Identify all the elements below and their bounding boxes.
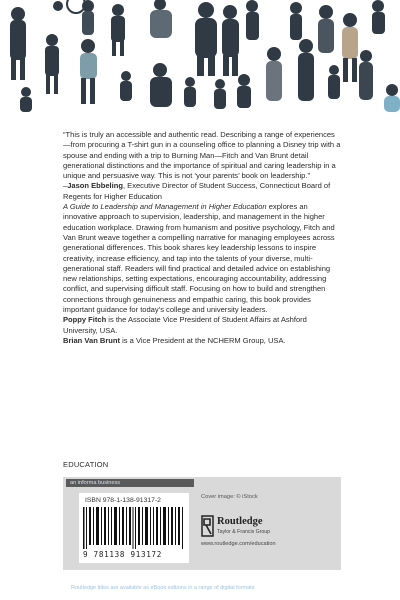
informa-label: an informa business	[66, 479, 194, 487]
endorser-role: , Executive Director of Student Success, Connecticut Board of Regents for Higher Education	[63, 181, 331, 201]
book-description	[63, 202, 341, 315]
cover-illustration	[0, 0, 400, 112]
publisher-panel	[63, 477, 341, 570]
cover-credit: Cover image: © iStock	[201, 494, 258, 500]
endorsement-quote: “This is truly an accessible and authentic read. Describing a range of experiences—from procuring a T-shirt gun in a counseling office to planning a Disney trip with a spouse and ending with a trip to Burning Man—Fitch and Van Brunt detail generational distinctions and the importance of spiritual and caring leadership in a unique and persuasive way. This is not ‘your parents’ book on leadership.”	[63, 130, 341, 181]
subject-category: EDUCATION	[63, 460, 109, 469]
publisher-url[interactable]: www.routledge.com/education	[201, 541, 276, 547]
publisher-name: Routledge	[217, 516, 263, 527]
author-bio-text: is a Vice President at the NCHERM Group, USA.	[120, 335, 286, 345]
endorsement-attribution	[63, 181, 341, 202]
barcode-digits: 9 781138 913172	[83, 550, 163, 559]
ebook-availability-note: Routledge titles are available as eBook editions in a range of digital formats	[71, 585, 255, 591]
author-bio	[63, 315, 341, 336]
publisher-group: Taylor & Francis Group	[217, 529, 271, 535]
endorser-name: Jason Ebbeling	[67, 181, 123, 191]
author-name: Brian Van Brunt	[63, 335, 121, 345]
author-bio	[63, 336, 341, 346]
author-bio-text: is the Associate Vice President of Student Affairs at Ashford University, USA.	[63, 315, 307, 335]
book-title: A Guide to Leadership and Management in Higher Education	[63, 202, 267, 212]
back-cover-text	[63, 130, 341, 346]
crowd-silhouettes-icon	[0, 0, 400, 112]
routledge-logo-icon	[201, 515, 214, 537]
barcode-box	[79, 493, 189, 563]
description-body: explores an innovative approach to supervision, leadership, and management in the higher education workplace. Drawing from humanism and positive psychology, Fitch and Van Brunt weave together a compelling narrative for managing employees across generational differences. This book shares key leadership lessons to inspire creativity, increase efficiency, and tap into the talents of your diverse, multi-generational staff. Readers will find practical and detailed advice on establishing new relationships, setting expectations, encouraging accountability, addressing conflict, and supervising difficult staff. Focusing on how to build and strengthen connections through genuineness and empathic caring, this book provides important guidance for today’s college and university leaders.	[63, 202, 335, 315]
isbn: ISBN 978-1-138-91317-2	[85, 497, 161, 504]
barcode-icon	[83, 507, 185, 549]
attribution-dash: –	[63, 181, 68, 191]
author-name: Poppy Fitch	[63, 315, 107, 325]
